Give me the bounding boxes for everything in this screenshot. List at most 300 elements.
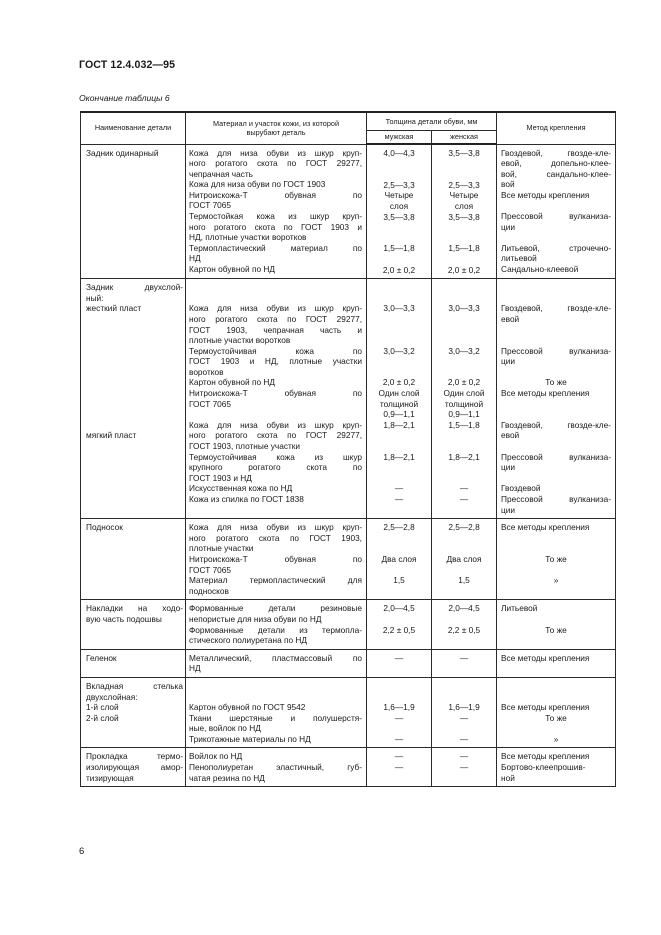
cell-line: двухслойная:	[86, 691, 138, 702]
cell-line	[433, 314, 495, 325]
cell-line	[368, 314, 430, 325]
method-cell	[497, 144, 616, 279]
female-thickness-cell	[432, 144, 497, 279]
cell-line	[368, 335, 430, 346]
cell-line: НД	[189, 253, 201, 264]
cell-line: ного рогатого скота по ГОСТ 29277,	[189, 158, 362, 169]
cell-line: То же	[545, 553, 567, 564]
cell-line	[501, 723, 611, 734]
cell-line: 0,9—1,1	[383, 409, 415, 420]
cell-line: вой	[501, 179, 515, 190]
cell-line: 2,0—4,5	[448, 603, 480, 614]
cell-line: ГОСТ 7065	[189, 200, 232, 211]
cell-line	[433, 586, 495, 597]
cell-line: 3,0—3,3	[448, 303, 480, 314]
part-name-cell	[81, 600, 186, 649]
cell-line: 1,5—1,8	[448, 419, 480, 430]
cell-line	[433, 635, 495, 646]
cell-line	[433, 773, 495, 784]
cell-line	[433, 430, 495, 441]
cell-line: Нитроискожа-Т обувная по	[189, 553, 362, 564]
header-material-line2: вырубают деталь	[246, 128, 306, 138]
cell-line	[501, 409, 611, 420]
cell-line: Термопластический материал по	[189, 242, 362, 253]
cell-line	[433, 565, 495, 576]
cell-line: Термоустойчивая кожа из шкур	[189, 451, 362, 462]
cell-line	[189, 409, 362, 420]
cell-line: плотные участки воротков	[189, 335, 291, 346]
cell-line: Ткани шерстяные и полушерстя-	[189, 712, 362, 723]
cell-line: ного рогатого скота по ГОСТ 29277,	[189, 313, 362, 324]
cell-line: Гвоздевой, гвоздe-кле-	[501, 303, 612, 314]
female-thickness-cell	[432, 600, 497, 649]
cell-line: НД	[189, 663, 201, 674]
cell-line	[368, 233, 430, 244]
cell-line: 1-й слой	[86, 702, 119, 713]
cell-line: Литьевой, строчечно-	[501, 242, 612, 253]
cell-line: плотные участки	[189, 543, 254, 554]
cell-line: 1,8—2,1	[383, 419, 415, 430]
cell-line: вую часть подошвы	[86, 613, 162, 624]
cell-line	[501, 663, 611, 674]
cell-line	[433, 293, 495, 304]
female-thickness-cell	[432, 649, 497, 677]
cell-line	[433, 169, 495, 180]
cell-line: крупного рогатого скота по	[189, 462, 362, 473]
cell-line	[501, 586, 611, 597]
table-row	[81, 144, 616, 279]
cell-line	[433, 222, 495, 233]
material-cell	[186, 144, 367, 279]
cell-line	[368, 586, 430, 597]
cell-line	[86, 420, 183, 431]
cell-line: 2-й слой	[86, 712, 119, 723]
method-cell	[497, 649, 616, 677]
cell-line: Нитроискожа-Т обувная по	[189, 388, 362, 399]
male-thickness-cell	[367, 748, 432, 787]
cell-line: »	[553, 575, 559, 586]
cell-line: 2,5—3,3	[448, 179, 480, 190]
cell-line	[368, 565, 430, 576]
cell-line: тизирующая	[86, 772, 134, 783]
cell-line: 1,8—2,1	[448, 451, 480, 462]
cell-line	[433, 356, 495, 367]
cell-line: 4,0—4,3	[383, 148, 415, 158]
cell-line: ного рогатого скота по ГОСТ 29277,	[189, 430, 362, 441]
cell-line: Один слой	[443, 388, 485, 399]
cell-line: толщиной	[444, 398, 484, 409]
cell-line: Кожа для низа обуви из шкур круп-	[189, 419, 362, 430]
cell-line: 3,0—3,3	[383, 303, 415, 314]
cell-line: —	[459, 712, 469, 723]
cell-line: 2,0 ± 0,2	[382, 377, 416, 388]
cell-line: —	[459, 733, 469, 744]
table-caption: Окончание таблицы 6	[79, 93, 170, 103]
cell-line: Подносок	[86, 522, 123, 533]
cell-line	[368, 282, 430, 293]
cell-line: Пенополиуретан эластичный, губ-	[189, 762, 362, 773]
cell-line: Четыре	[449, 190, 479, 201]
cell-line: Картон обувной по ГОСТ 9542	[189, 702, 306, 713]
cell-line: ного рогатого скота по ГОСТ 1903,	[189, 532, 362, 543]
cell-line	[368, 169, 430, 180]
cell-line: —	[394, 494, 404, 504]
cell-line: Все методы крепления	[501, 522, 590, 533]
cell-line: Термоустойчивая кожа по	[189, 345, 362, 356]
cell-line: 2,0—4,5	[383, 603, 415, 614]
cell-line: 2,5—2,8	[448, 522, 480, 533]
cell-line: Бортово-клеепрошив-	[501, 762, 586, 773]
cell-line	[368, 473, 430, 484]
cell-line: Трикотажные материалы по НД	[189, 733, 311, 744]
cell-line	[433, 473, 495, 484]
cell-line: ции	[501, 504, 516, 515]
cell-line	[501, 473, 611, 484]
material-cell	[186, 519, 367, 600]
cell-line: 2,0 ± 0,2	[382, 264, 416, 275]
cell-line: —	[459, 751, 469, 762]
cell-line: 2,5—2,8	[383, 522, 415, 533]
header-material-line1: Материал и участок кожи, из которой	[212, 118, 340, 128]
cell-line: 0,9—1,1	[448, 409, 480, 420]
cell-line: 3,5—3,8	[383, 211, 415, 222]
cell-line	[501, 635, 611, 646]
cell-line: ГОСТ 1903 и НД	[189, 472, 252, 483]
cell-line: 2,2 ± 0,5	[382, 624, 416, 635]
cell-line: 1,8—2,1	[383, 451, 415, 462]
cell-line: литьевой	[501, 253, 537, 264]
cell-line	[368, 441, 430, 452]
cell-line	[433, 543, 495, 554]
cell-line: 3,5—3,8	[448, 211, 480, 222]
cell-line	[501, 232, 611, 243]
cell-line	[368, 325, 430, 336]
part-name-cell	[81, 519, 186, 600]
cell-line: Термостойкая кожа из шкур круп-	[189, 211, 362, 222]
cell-line: слоя	[389, 200, 409, 211]
cell-line: ции	[501, 462, 516, 473]
cell-line	[433, 462, 495, 473]
cell-line: Материал термопластический для	[189, 575, 362, 586]
cell-line: Все методы крепления	[501, 751, 590, 762]
cell-line	[433, 254, 495, 265]
cell-line: —	[459, 494, 469, 504]
cell-line: Литьевой	[501, 603, 538, 614]
part-name-cell	[81, 144, 186, 279]
cell-line	[433, 663, 495, 674]
document-header: ГОСТ 12.4.032—95	[79, 59, 176, 71]
table-row	[81, 677, 616, 748]
cell-line: 3,5—3,8	[448, 148, 480, 158]
cell-line	[433, 159, 495, 170]
cell-line: Гвоздевой	[501, 483, 541, 494]
cell-line: непористые для низа обуви по НД	[189, 613, 322, 624]
cell-line	[433, 681, 495, 692]
cell-line: Два слоя	[381, 553, 417, 564]
cell-line	[501, 681, 611, 692]
header-material	[186, 112, 367, 144]
cell-line: Прессовой вулканиза-	[501, 211, 612, 222]
cell-line: ные, войлок по НД	[189, 723, 261, 734]
material-cell	[186, 600, 367, 649]
cell-line: Гвоздевой, гвоздe-кле-	[501, 147, 612, 158]
cell-line: То же	[545, 712, 567, 723]
cell-line	[433, 723, 495, 734]
cell-line: чепрачная часть	[189, 168, 254, 179]
cell-line: Два слоя	[446, 553, 482, 564]
cell-line	[433, 441, 495, 452]
cell-line: ной	[501, 772, 515, 783]
female-thickness-cell	[432, 519, 497, 600]
cell-line	[433, 282, 495, 293]
cell-line: НД, плотные участки воротков	[189, 232, 307, 243]
male-thickness-cell	[367, 144, 432, 279]
table-row	[81, 748, 616, 787]
female-thickness-cell	[432, 279, 497, 519]
page-number: 6	[79, 846, 85, 857]
cell-line	[368, 367, 430, 378]
cell-line: 1,5	[393, 575, 405, 586]
cell-line	[189, 681, 362, 692]
cell-line	[501, 441, 611, 452]
cell-line: Вкладная стелька	[86, 680, 183, 691]
cell-line: —	[394, 762, 404, 773]
cell-line	[368, 681, 430, 692]
cell-line	[368, 293, 430, 304]
cell-line: ГОСТ 1903, плотные участки	[189, 441, 301, 452]
header-thickness: Толщина детали обуви, мм	[367, 112, 497, 131]
cell-line: воротков	[189, 366, 224, 377]
cell-line: ГОСТ 1903, чепрачная часть и	[189, 324, 362, 335]
cell-line	[368, 462, 430, 473]
cell-line: 2,2 ± 0,5	[447, 624, 481, 635]
cell-line: Четыре	[384, 190, 414, 201]
material-cell	[186, 677, 367, 748]
cell-line	[433, 233, 495, 244]
cell-line	[501, 565, 611, 576]
cell-line: изолирующая амор-	[86, 762, 183, 773]
cell-line: ГОСТ 1903 и НД, плотные участки	[189, 356, 362, 367]
cell-line: Кожа из спилка по ГОСТ 1838	[189, 494, 304, 504]
cell-line: Накладки на ходо-	[86, 603, 183, 614]
cell-line: мягкий пласт	[86, 430, 137, 441]
cell-line: Гвоздевой, гвоздe-кле-	[501, 419, 612, 430]
cell-line: толщиной	[379, 398, 419, 409]
cell-line: жесткий пласт	[86, 303, 142, 314]
cell-line	[368, 254, 430, 265]
cell-line: евой	[501, 430, 520, 441]
cell-line: —	[459, 483, 469, 494]
table-row	[81, 600, 616, 649]
cell-line: евой, допельно-клее-	[501, 158, 612, 169]
cell-line: Металлический, пластмассовый по	[189, 652, 362, 663]
cell-line	[86, 314, 183, 325]
cell-line: Задник одинарный	[86, 147, 159, 158]
male-thickness-cell	[367, 649, 432, 677]
cell-line	[189, 293, 362, 304]
cell-line: Картон обувной по НД	[189, 264, 275, 275]
cell-line: Сандально-клеевой	[501, 264, 579, 275]
cell-line	[86, 367, 183, 378]
cell-line: Все методы крепления	[501, 388, 590, 399]
table-row	[81, 649, 616, 677]
cell-line: Прессовой вулканиза-	[501, 494, 612, 504]
cell-line: 1,6—1,9	[383, 702, 415, 713]
header-method: Метод крепления	[497, 112, 616, 144]
cell-line	[86, 356, 183, 367]
female-thickness-cell	[432, 748, 497, 787]
cell-line	[368, 773, 430, 784]
cell-line: слоя	[454, 200, 474, 211]
table-row	[81, 519, 616, 600]
cell-line: ции	[501, 356, 516, 367]
cell-line	[501, 325, 611, 336]
cell-line: —	[459, 762, 469, 773]
cell-line: То же	[545, 377, 567, 388]
cell-line: ГОСТ 7065	[189, 564, 232, 575]
cell-line	[368, 663, 430, 674]
part-name-cell	[81, 677, 186, 748]
cell-line: Картон обувной по НД	[189, 377, 275, 388]
cell-line: »	[553, 733, 559, 744]
cell-line: Все методы крепления	[501, 652, 590, 663]
cell-line	[501, 543, 611, 554]
cell-line: 2,0 ± 0,2	[447, 377, 481, 388]
female-thickness-cell	[432, 677, 497, 748]
cell-line	[189, 282, 362, 293]
cell-line	[433, 325, 495, 336]
cell-line: Задник двухслой-	[86, 282, 183, 293]
cell-line: Формованные детали резиновые	[189, 603, 362, 614]
cell-line	[189, 692, 362, 703]
cell-line: —	[394, 652, 404, 663]
table-body	[81, 144, 616, 787]
material-cell	[186, 748, 367, 787]
cell-line: Все методы крепления	[501, 189, 590, 200]
cell-line: 2,5—3,3	[383, 179, 415, 190]
cell-line	[86, 388, 183, 399]
header-female: женская	[432, 131, 497, 145]
cell-line	[501, 692, 611, 703]
cell-line: чатая резина по НД	[189, 772, 265, 783]
cell-line	[368, 430, 430, 441]
method-cell	[497, 279, 616, 519]
cell-line	[433, 367, 495, 378]
cell-line	[368, 692, 430, 703]
cell-line: 1,5—1,8	[383, 243, 415, 254]
male-thickness-cell	[367, 600, 432, 649]
part-name-cell	[81, 748, 186, 787]
cell-line: евой	[501, 313, 520, 324]
cell-line: Один слой	[378, 388, 420, 399]
cell-line	[368, 614, 430, 625]
cell-line	[433, 614, 495, 625]
cell-line: ный:	[86, 292, 104, 303]
cell-line	[433, 533, 495, 544]
cell-line: Нитроискожа-Т обувная по	[189, 189, 362, 200]
cell-line	[501, 533, 611, 544]
cell-line	[368, 356, 430, 367]
cell-line: Войлок по НД	[189, 751, 243, 762]
cell-line	[501, 200, 611, 211]
header-male: мужская	[367, 131, 432, 145]
cell-line: Геленок	[86, 652, 117, 663]
cell-line: —	[394, 483, 404, 494]
cell-line: Прессовой вулканиза-	[501, 451, 612, 462]
cell-line: стического полиуретана по НД	[189, 635, 308, 646]
cell-line: подносков	[189, 585, 229, 596]
table-row	[81, 279, 616, 519]
cell-line	[433, 335, 495, 346]
cell-line	[86, 399, 183, 410]
thickness-table	[80, 111, 616, 787]
header-part-name: Наименование детали	[81, 112, 186, 144]
male-thickness-cell	[367, 279, 432, 519]
cell-line	[86, 325, 183, 336]
cell-line: —	[459, 652, 469, 663]
cell-line: ции	[501, 221, 516, 232]
cell-line: Прокладка термо-	[86, 751, 183, 762]
male-thickness-cell	[367, 519, 432, 600]
cell-line	[368, 543, 430, 554]
method-cell	[497, 519, 616, 600]
cell-line	[86, 377, 183, 388]
cell-line	[433, 692, 495, 703]
cell-line: То же	[545, 624, 567, 635]
cell-line: ГОСТ 7065	[189, 398, 232, 409]
part-name-cell	[81, 279, 186, 519]
cell-line: Формованные детали из термопла-	[189, 624, 362, 635]
cell-line: 3,0—3,2	[448, 345, 480, 356]
cell-line: 1,5—1,8	[448, 243, 480, 254]
cell-line: Все методы крепления	[501, 702, 590, 713]
cell-line	[368, 723, 430, 734]
cell-line: 3,0—3,2	[383, 345, 415, 356]
method-cell	[497, 677, 616, 748]
cell-line: Искусственная кожа по НД	[189, 483, 293, 494]
cell-line: 1,6—1,9	[448, 702, 480, 713]
method-cell	[497, 600, 616, 649]
cell-line	[368, 159, 430, 170]
cell-line	[86, 409, 183, 420]
material-cell	[186, 279, 367, 519]
cell-line	[368, 635, 430, 646]
cell-line	[86, 335, 183, 346]
cell-line	[368, 533, 430, 544]
cell-line: —	[394, 712, 404, 723]
cell-line: Кожа для низа обуви по ГОСТ 1903	[189, 179, 326, 190]
cell-line: —	[394, 751, 404, 762]
cell-line: Прессовой вулканиза-	[501, 345, 612, 356]
cell-line: 2,0 ± 0,2	[447, 264, 481, 275]
cell-line	[501, 335, 611, 346]
cell-line: Кожа для низа обуви из шкур круп-	[189, 147, 362, 158]
method-cell	[497, 748, 616, 787]
cell-line	[501, 282, 611, 293]
cell-line	[501, 367, 611, 378]
cell-line: 1,5	[458, 575, 470, 586]
male-thickness-cell	[367, 677, 432, 748]
cell-line: ного рогатого скота по ГОСТ 1903 и	[189, 221, 362, 232]
cell-line: —	[394, 733, 404, 744]
part-name-cell	[81, 649, 186, 677]
cell-line	[86, 346, 183, 357]
cell-line	[368, 222, 430, 233]
cell-line	[501, 399, 611, 410]
cell-line: вой, сандально-клее-	[501, 168, 612, 179]
material-cell	[186, 649, 367, 677]
cell-line: Кожа для низа обуви из шкур круп-	[189, 522, 362, 533]
